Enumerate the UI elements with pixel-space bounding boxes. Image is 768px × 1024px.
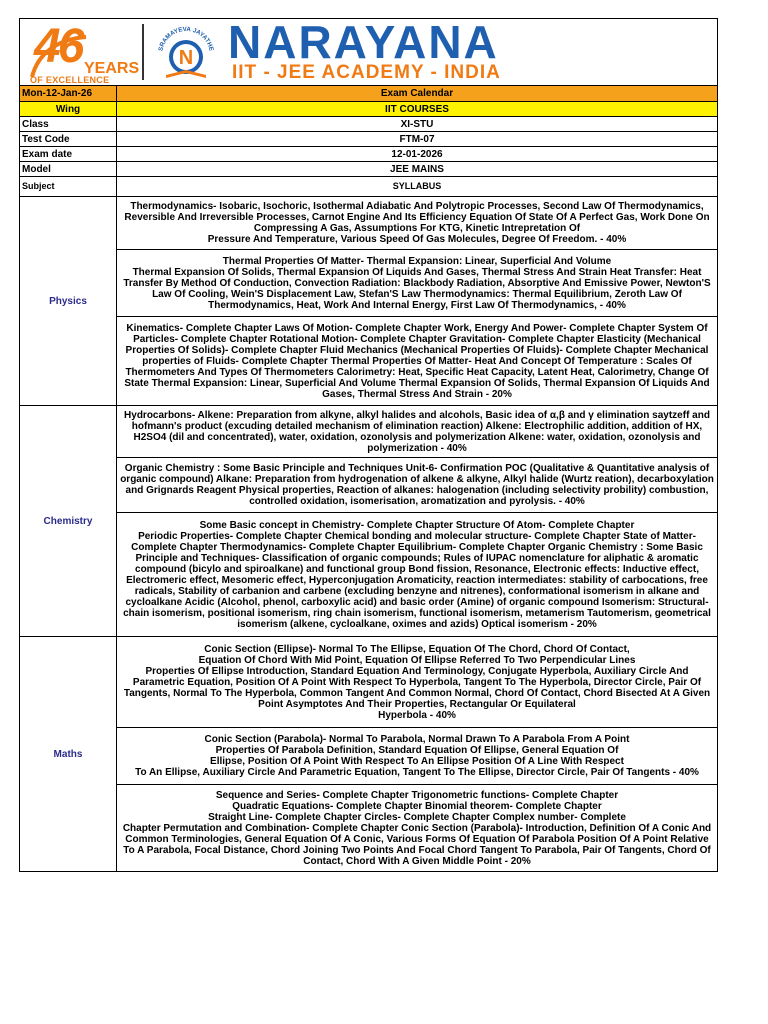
syllabus-topic: Some Basic concept in Chemistry- Complete Chapter Structure Of Atom- Complete Chapter Periodic Properties- Complete Chapter Chemical bonding and molecular structure- Complete Chapter State of Matter- Complete Chapter Thermodynamics- Complete Chapter Equilibrium- Complete Chapter Organic Chemistry : Some Basic Principle and Techniques- Classification of organic compounds; Rules of IUPAC nomenclature for aliphatic & aromatic compound (bicylo and spiroalkane) and functional group Bond fission, Resonance, Electronic effects: Inductive effect, Electromeric effect, Mesomeric effect, Hyperconjugation Aromaticity, reaction intermediates: stability of carbocations, free radicals, Stability of carbanion and carbene (excluding benzyne and nitrenes), conformational isomerism in alkane and cycloalkane Acidic (Alcohol, phenol, carboxylic acid) and basic order (Amine) of organic compound Isomerism: Structural- chain isomerism, positional isomerism, ring chain isomerism, functional isomerism, metamerism Tautomerism, geometrical isomerism (alkene, cycloalkane, oximes and azids) Optical isomerism - 20%	[117, 513, 718, 637]
table-row	[20, 147, 718, 162]
syllabus-topic: Conic Section (Ellipse)- Normal To The Ellipse, Equation Of The Chord, Chord Of Contact, Equation Of Chord With Mid Point, Equation Of Ellipse Referred To Two Perpendicular Lines Properties Of Ellipse Introduction, Standard Equation And Terminology, Conjugate Hyperbola, Auxiliary Circle And Parametric Equation, Position Of A Point With Respect To Hyperbola, Tangent To The Hyperbola, Director Circle, Pair Of Tangents, Normal To The Hyperbola, Common Tangent And Common Normal, Chord Of Contact, Chord Bisected At A Given Point Asymptotes And Their Properties, Rectangular Or Equilateral Hyperbola - 40%	[117, 637, 718, 728]
subject-chemistry: Chemistry	[20, 406, 117, 637]
syllabus-header-row	[20, 177, 718, 197]
header-divider	[142, 24, 144, 80]
syllabus-topic: Conic Section (Parabola)- Normal To Parabola, Normal Drawn To A Parabola From A Point Properties Of Parabola Definition, Standard Equation Of Ellipse, General Equation Of Ellipse, Position Of A Point With Respect To An Ellipse Position Of A Line With Respect To An Ellipse, Auxiliary Circle And Parametric Equation, Tangent To The Ellipse, Director Circle, Pair Of Tangents - 40%	[117, 728, 718, 785]
info-label: Test Code	[20, 132, 117, 147]
info-value: FTM-07	[117, 132, 718, 147]
wing-row	[20, 102, 718, 117]
info-value: 12-01-2026	[117, 147, 718, 162]
table-row	[20, 132, 718, 147]
brand-tagline: IIT - JEE ACADEMY - INDIA	[232, 62, 501, 83]
subject-maths: Maths	[20, 637, 117, 872]
wing-value: IIT COURSES	[117, 102, 718, 117]
emblem-motto: SRAMAYEVA JAYATHE	[157, 25, 215, 52]
info-label: Class	[20, 117, 117, 132]
years-tagline: OF EXCELLENCE	[30, 75, 110, 85]
table-row	[20, 250, 718, 317]
years-number: 46	[34, 20, 82, 73]
table-row	[20, 406, 718, 458]
exam-calendar-table	[19, 85, 718, 872]
syllabus-header: SYLLABUS	[117, 177, 718, 197]
table-row	[20, 637, 718, 728]
wing-label: Wing	[20, 102, 117, 117]
subject-physics: Physics	[20, 197, 117, 406]
table-row	[20, 197, 718, 250]
calendar-title-row	[20, 86, 718, 102]
page-header	[19, 18, 718, 85]
table-row	[20, 317, 718, 406]
info-value: JEE MAINS	[117, 162, 718, 177]
table-row	[20, 513, 718, 637]
years-word: YEARS	[84, 60, 140, 77]
syllabus-topic: Sequence and Series- Complete Chapter Trigonometric functions- Complete Chapter Quadratic Equations- Complete Chapter Binomial theorem- Complete Chapter Straight Line- Complete Chapter Circles- Complete Chapter Complex number- Complete Chapter Permutation and Combination- Complete Chapter Conic Section (Parabola)- Introduction, Definition Of A Conic And Common Terminologies, General Equation Of A Conic, Various Forms Of Equation Of Parabola Position Of A Point Relative To A Parabola, Focal Distance, Chord Joining Two Points And Focal Chord Tangent To Parabola, Pair Of Tangents, Chord Of Contact, Chord With A Given Middle Point - 20%	[117, 785, 718, 872]
syllabus-topic: Thermodynamics- Isobaric, Isochoric, Isothermal Adiabatic And Polytropic Processes, Second Law Of Thermodynamics, Reversible And Irreversible Processes, Carnot Engine And Its Efficiency Equation Of State Of A Perfect Gas, Work Done On Compressing A Gas, Assumptions For KTG, Kinetic Intrepretation Of Pressure And Temperature, Various Speed Of Gas Molecules, Degree Of Freedom. - 40%	[117, 197, 718, 250]
brand-name: NARAYANA	[228, 16, 499, 68]
info-label: Exam date	[20, 147, 117, 162]
table-row	[20, 458, 718, 513]
syllabus-topic: Organic Chemistry : Some Basic Principle and Techniques Unit-6- Confirmation POC (Qualitative & Quantitative analysis of organic compound) Alkane: Preparation from hydrogenation of alkene & alkyne, Alkyl halide (Wurtz reation), decarboxylation and Grignards Reagent Physical properties, Reaction of alkanes: halogenation (including selectivity probility) combustion, controlled oxidation, isomerisation, aromatization and pyrolysis. - 40%	[117, 458, 718, 513]
table-row	[20, 728, 718, 785]
syllabus-topic: Kinematics- Complete Chapter Laws Of Motion- Complete Chapter Work, Energy And Power- Complete Chapter System Of Particles- Complete Chapter Rotational Motion- Complete Chapter Gravitation- Complete Chapter Elasticity (Mechanical Properties Of Solids)- Complete Chapter Fluid Mechanics (Mechanical Properties Of Fluids)- Complete Chapter Mechanical properties of Fluids- Complete Chapter Thermal Properties Of Matter- Heat And Concept Of Temperature : Scales Of Thermometers And Types Of Thermometers Calorimetry: Heat, Specific Heat Capacity, Latent Heat, Calorimetry, Change Of State Thermal Expansion: Linear, Superficial And Volume Thermal Expansion Of Solids, Thermal Expansion Of Liquids And Gases, Thermal Stress And Strain - 20%	[117, 317, 718, 406]
table-row	[20, 117, 718, 132]
svg-text:N: N	[178, 47, 194, 69]
syllabus-topic: Thermal Properties Of Matter- Thermal Expansion: Linear, Superficial And Volume Thermal Expansion Of Solids, Thermal Expansion Of Liquids And Gases, Thermal Stress And Strain Heat Transfer: Heat Transfer By Method Of Conduction, Convection Radiation: Blackbody Radiation, Absorptive And Emissive Power, Newton'S Law Of Cooling, Wein'S Displacement Law, Stefan'S Law Thermodynamics: Thermal Equilibrium, Zeroth Law Of Thermodynamics, Heat, Work And Internal Energy, First Law Of Thermodynamics, - 40%	[117, 250, 718, 317]
info-value: XI-STU	[117, 117, 718, 132]
years-of-excellence-logo	[26, 20, 144, 85]
syllabus-topic: Hydrocarbons- Alkene: Preparation from alkyne, alkyl halides and alcohols, Basic idea of α,β and γ elimination saytzeff and hofmann's product (excuding detailed mechanism of elimination reaction) Alkene: Electrophilic addition, addition of HX, H2SO4 (dil and concentrated), water, oxidation, ozonolysis and polymerization Alkene: water, oxidation, ozonolysis and polymerization - 40%	[117, 406, 718, 458]
table-row	[20, 162, 718, 177]
table-row	[20, 785, 718, 872]
calendar-date: Mon-12-Jan-26	[20, 86, 117, 102]
info-label: Model	[20, 162, 117, 177]
calendar-title: Exam Calendar	[117, 86, 718, 102]
narayana-emblem-icon	[152, 21, 220, 83]
subject-header: Subject	[20, 177, 117, 197]
